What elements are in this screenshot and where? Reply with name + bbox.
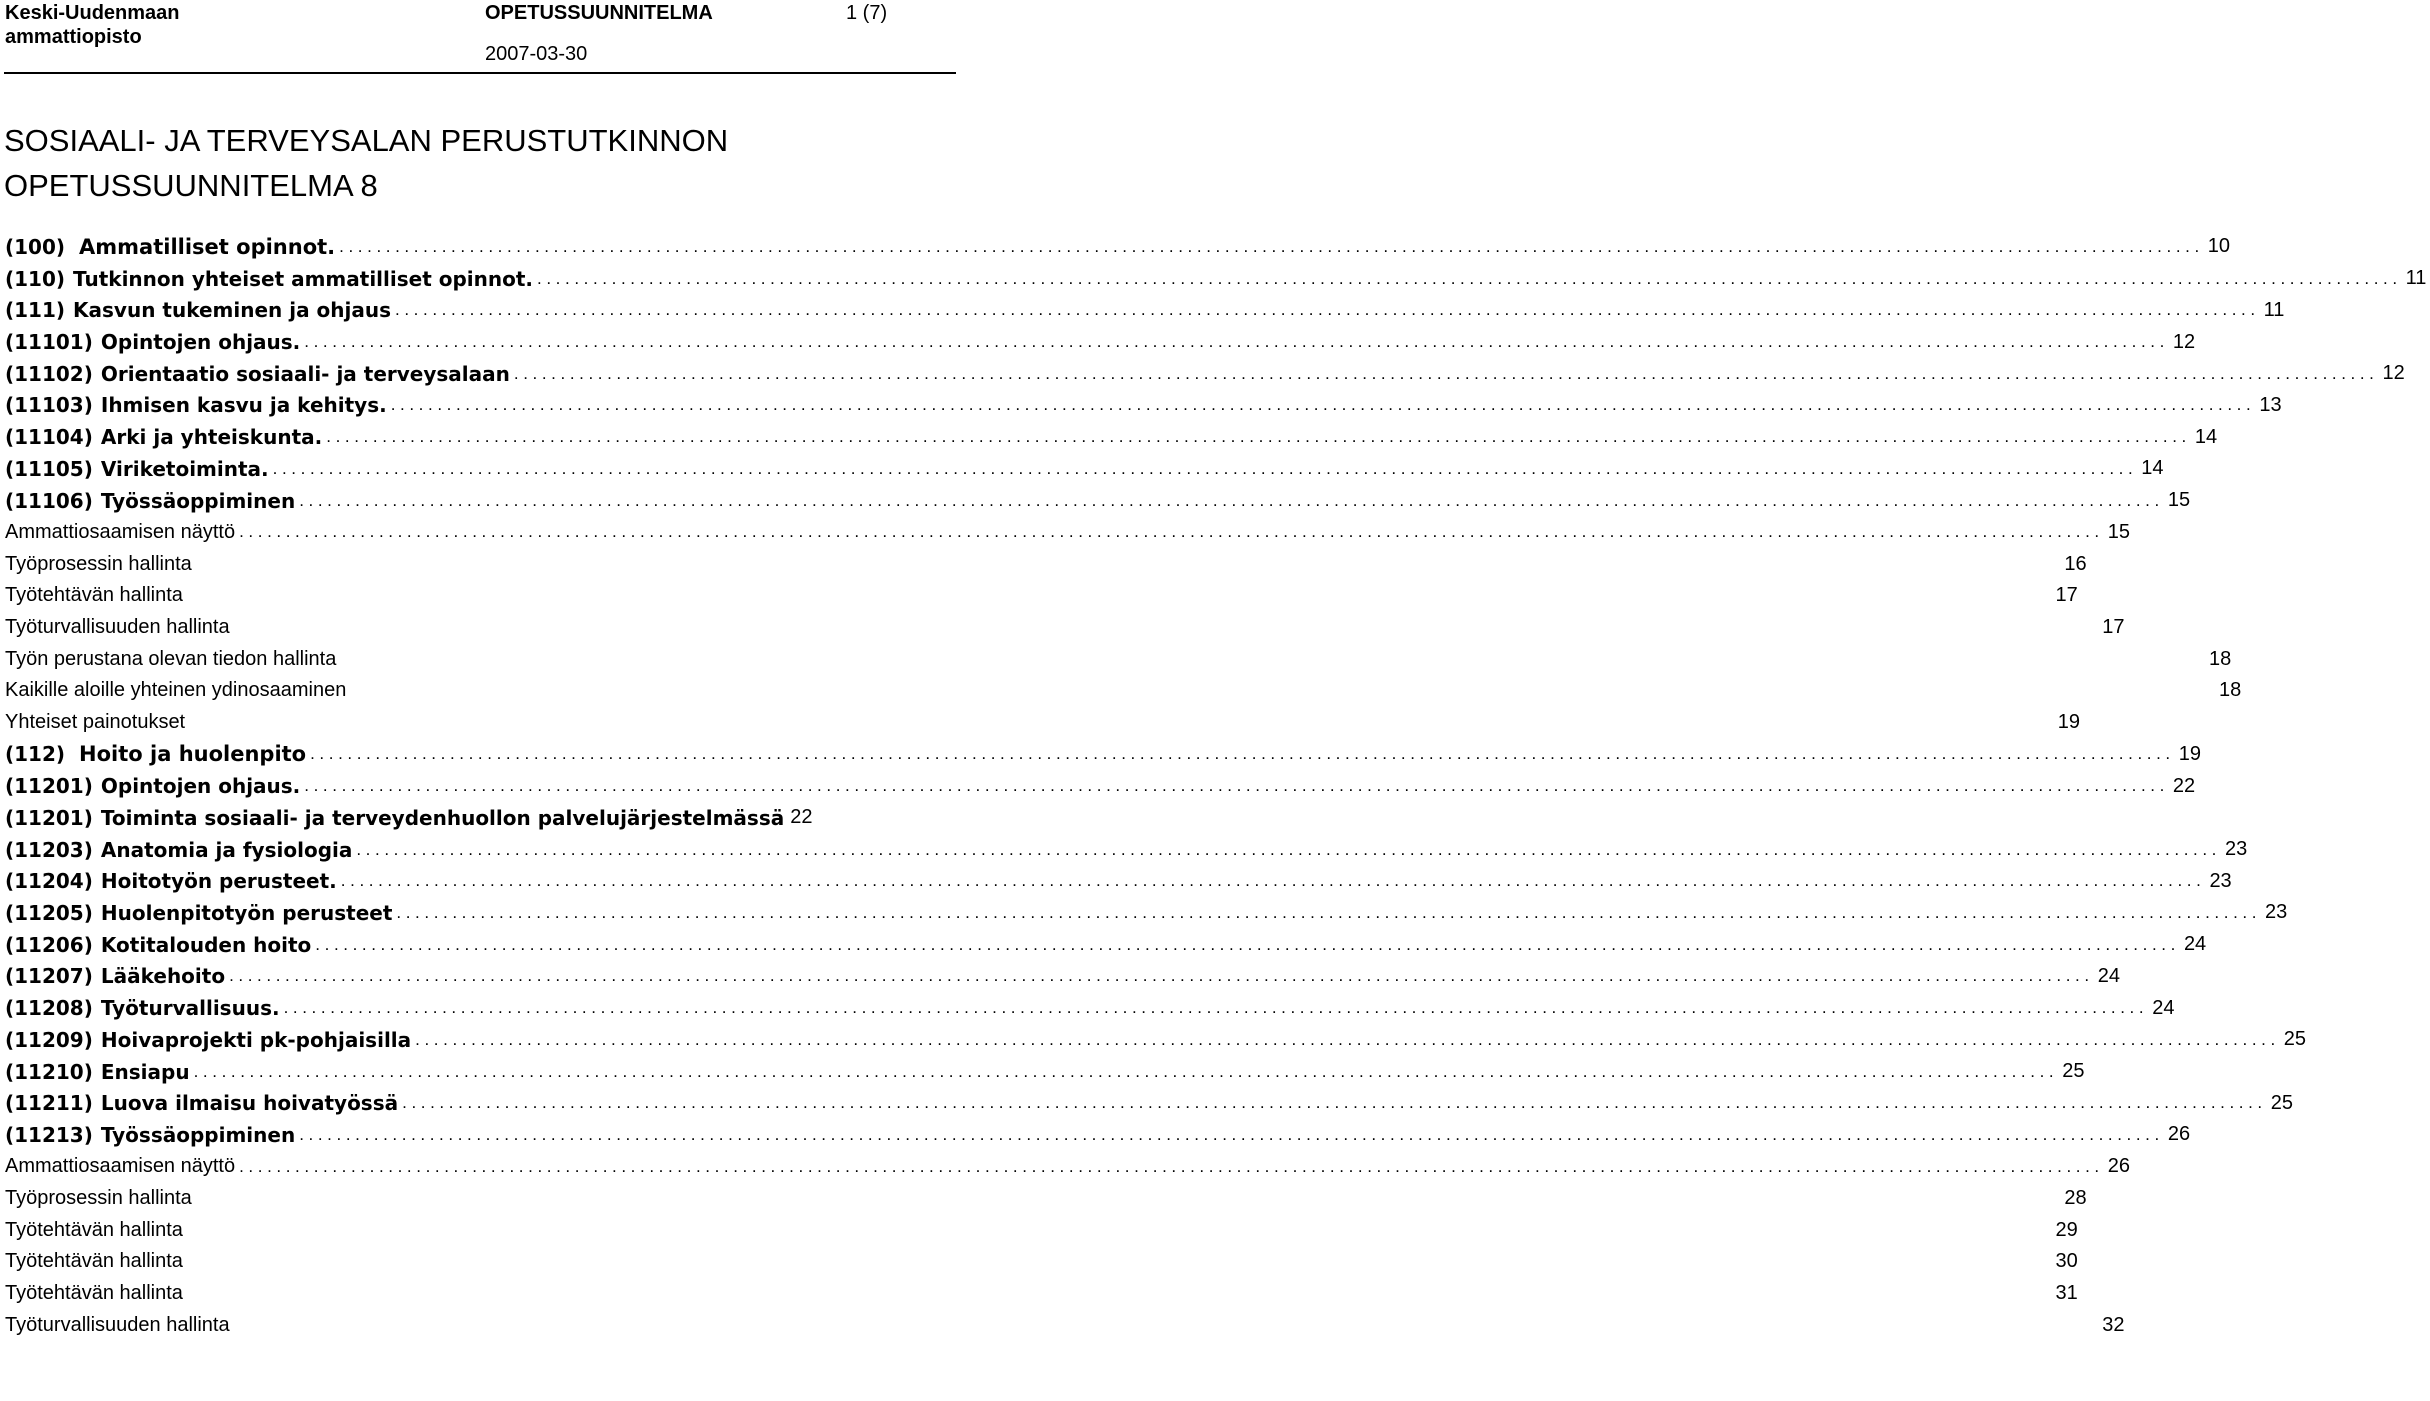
document-title-line1: SOSIAALI- JA TERVEYSALAN PERUSTUTKINNON [4,123,729,158]
toc-entry-label: Kotitalouden hoito [100,932,312,957]
toc-entry-code: (11211) [5,1091,93,1116]
toc-entry-label: Opintojen ohjaus. [100,774,301,799]
toc-entry-page: 25 [2270,1091,2294,1114]
header-divider [4,72,956,74]
toc-entry-label: Työtehtävän hallinta [5,584,183,607]
toc-entry-code: (11104) [5,425,93,450]
organization-name-line1: Keski-Uudenmaan [5,2,180,24]
toc-entry-label: Tutkinnon yhteiset ammatilliset opinnot. [73,266,534,291]
toc-entry-code: (11206) [5,932,93,957]
toc-entry-page: 22 [790,806,813,829]
toc-entry-page: 24 [2097,964,2120,987]
toc-entry-leader-dots: ........................................................................................................................................................................................................ [239,522,2104,542]
toc-entry-page: 29 [2055,1218,2078,1241]
toc-entry-label: Viriketoiminta. [100,456,269,481]
toc-entry-page: 15 [2167,489,2191,512]
toc-entry-page: 18 [2209,647,2232,670]
toc-entry[interactable] [0,612,2125,644]
toc-entry-page: 32 [2102,1313,2125,1336]
toc-entry-leader-dots: ........................................................................................................................................................................................................ [340,871,2206,891]
toc-entry-page: 10 [2207,235,2231,258]
toc-entry[interactable] [0,770,2196,802]
toc-entry-page: 23 [2225,838,2248,861]
toc-entry[interactable] [0,1056,2085,1088]
toc-entry[interactable] [0,263,2427,295]
toc-entry-label: Työturvallisuuden hallinta [5,1313,230,1336]
toc-entry-label: Ammattiosaamisen näyttö [5,520,236,543]
toc-entry-label: Huolenpitotyön perusteet [100,900,393,925]
toc-entry-label: Yhteiset painotukset [5,711,186,734]
toc-entry-label: Hoito ja huolenpito [79,742,307,767]
toc-entry-code: (11102) [5,361,93,386]
toc-entry-page: 18 [2218,679,2242,702]
toc-entry-code: (11204) [5,869,93,894]
toc-entry-label: Työssäoppiminen [100,488,296,513]
toc-entry-page: 12 [2172,330,2196,353]
toc-entry-label: Ammattiosaamisen näyttö [5,1155,236,1178]
toc-entry-page: 11 [2405,267,2427,290]
toc-entry-label: Työturvallisuuden hallinta [5,615,230,638]
toc-entry-leader-dots: ........................................................................................................................................................................................................ [513,363,2379,383]
toc-entry[interactable] [0,1151,2130,1183]
toc-entry[interactable] [0,1278,2078,1310]
toc-entry-label: Lääkehoito [100,964,226,989]
toc-entry-code: (11209) [5,1027,93,1052]
toc-entry-page: 14 [2141,457,2164,480]
toc-entry-page: 26 [2167,1123,2191,1146]
toc-entry-code: (11203) [5,837,93,862]
toc-entry-page: 11 [2263,298,2285,321]
table-of-contents [0,231,2427,1341]
organization-name [5,1,180,49]
toc-entry-page: 14 [2194,425,2218,448]
toc-entry-label: Työssäoppiminen [100,1122,296,1147]
toc-entry-code: (11210) [5,1059,93,1084]
toc-entry-page: 17 [2055,584,2078,607]
toc-entry-leader-dots: ........................................................................................................................................................................................................ [304,776,2169,796]
toc-entry-page: 19 [2057,711,2081,734]
toc-entry-leader-dots: ........................................................................................................................................................................................................ [239,1156,2104,1176]
toc-entry-page: 24 [2152,996,2175,1019]
toc-entry-label: Anatomia ja fysiologia [100,837,353,862]
toc-entry-leader-dots: ........................................................................................................................................................................................................ [310,744,2175,764]
toc-entry[interactable] [0,961,2120,993]
toc-entry[interactable] [0,802,960,834]
toc-entry-page: 24 [2183,933,2207,956]
toc-entry[interactable] [0,294,2285,326]
toc-entry-label: Opintojen ohjaus. [100,330,301,355]
toc-entry[interactable] [0,1246,2078,1278]
toc-entry[interactable] [0,453,2164,485]
toc-entry[interactable] [0,421,2218,453]
toc-entry[interactable] [0,516,2130,548]
toc-entry-leader-dots: ........................................................................................................................................................................................................ [396,902,2262,922]
toc-entry-label: Hoivaprojekti pk-pohjaisilla [100,1027,412,1052]
toc-entry-leader-dots: ........................................................................................................................................................................................................ [315,934,2180,954]
toc-entry-label: Kasvun tukeminen ja ohjaus [73,298,392,323]
toc-entry-page: 28 [2064,1186,2087,1209]
toc-entry-label: Työturvallisuus. [100,996,280,1021]
toc-entry-page: 16 [2064,552,2087,575]
toc-entry-code: (11207) [5,964,93,989]
toc-entry-code: (11201) [5,805,93,830]
toc-entry[interactable] [0,1024,2307,1056]
toc-entry[interactable] [0,485,2191,517]
toc-entry[interactable] [0,1183,2087,1215]
toc-entry-label: Luova ilmaisu hoivatyössä [100,1091,399,1116]
toc-entry-label: Ihmisen kasvu ja kehitys. [100,393,387,418]
toc-entry[interactable] [0,1087,2294,1119]
toc-entry[interactable] [0,897,2288,929]
toc-entry[interactable] [0,929,2207,961]
page-header [0,0,960,72]
toc-entry[interactable] [0,992,2175,1024]
toc-entry[interactable] [0,643,2232,675]
toc-entry-leader-dots: ........................................................................................................................................................................................................ [272,458,2138,478]
toc-entry-code: (112) [5,742,66,767]
toc-entry-code: (11103) [5,393,93,418]
toc-entry-page: 30 [2055,1250,2078,1273]
document-date: 2007-03-30 [485,43,588,65]
toc-entry-code: (11105) [5,456,93,481]
toc-entry-code: (11208) [5,996,93,1021]
toc-entry-page: 15 [2107,520,2130,543]
toc-entry-code: (11101) [5,330,93,355]
toc-entry-code: (11201) [5,774,93,799]
toc-entry-label: Ammatilliset opinnot. [79,234,336,259]
toc-entry-page: 19 [2178,742,2201,765]
toc-entry-label: Työtehtävän hallinta [5,1250,183,1273]
toc-entry[interactable] [0,739,2201,771]
toc-entry-page: 23 [2265,901,2288,924]
toc-entry-label: Työn perustana olevan tiedon hallinta [5,647,337,670]
toc-entry-label: Ensiapu [100,1059,190,1084]
toc-entry[interactable] [0,231,2231,263]
toc-entry-code: (110) [5,266,66,291]
toc-entry-label: Toiminta sosiaali- ja terveydenhuollon palvelujärjestelmässä [100,805,785,830]
organization-name-line2: ammattiopisto [5,26,142,48]
toc-entry-page: 13 [2259,393,2282,416]
toc-entry-leader-dots: ........................................................................................................................................................................................................ [339,236,2204,256]
document-title-line2: OPETUSSUUNNITELMA 8 [4,168,378,203]
toc-entry-code: (11205) [5,900,93,925]
toc-entry-page: 17 [2102,615,2125,638]
toc-entry[interactable] [0,390,2282,422]
toc-entry-page: 31 [2055,1282,2078,1305]
toc-entry-leader-dots: ........................................................................................................................................................................................................ [356,839,2221,859]
toc-entry-label: Työprosessin hallinta [5,1186,192,1209]
toc-entry-leader-dots: ........................................................................................................................................................................................................ [326,427,2191,447]
toc-entry-page: 25 [2283,1028,2307,1051]
toc-entry-code: (111) [5,298,66,323]
toc-entry-leader-dots: ........................................................................................................................................................................................................ [390,395,2256,415]
document-type: OPETUSSUUNNITELMA [485,2,713,24]
toc-entry[interactable] [0,675,2242,707]
toc-entry[interactable] [0,1309,2125,1341]
document-title [4,118,728,208]
toc-entry-code: (100) [5,234,66,259]
toc-entry-leader-dots: ........................................................................................................................................................................................................ [537,268,2402,288]
toc-entry-leader-dots: ........................................................................................................................................................................................................ [299,490,2164,510]
toc-entry-label: Työtehtävän hallinta [5,1218,183,1241]
toc-entry[interactable] [0,834,2248,866]
toc-entry[interactable] [0,358,2405,390]
toc-entry-page: 25 [2062,1060,2085,1083]
toc-entry[interactable] [0,1119,2191,1151]
toc-entry-leader-dots: ........................................................................................................................................................................................................ [304,332,2169,352]
toc-entry-leader-dots: ........................................................................................................................................................................................................ [283,998,2149,1018]
toc-entry-page: 12 [2382,362,2405,385]
toc-entry[interactable] [0,707,2081,739]
toc-entry-label: Kaikille aloille yhteinen ydinosaaminen [5,679,347,702]
toc-entry-label: Arki ja yhteiskunta. [100,425,323,450]
toc-entry-leader-dots: ........................................................................................................................................................................................................ [402,1093,2267,1113]
toc-entry-leader-dots: ........................................................................................................................................................................................................ [395,300,2260,320]
toc-entry-leader-dots: ........................................................................................................................................................................................................ [299,1124,2164,1144]
toc-entry-label: Työtehtävän hallinta [5,1282,183,1305]
toc-entry-code: (11106) [5,488,93,513]
toc-entry[interactable] [0,1214,2078,1246]
toc-entry[interactable] [0,580,2078,612]
toc-entry-leader-dots: ........................................................................................................................................................................................................ [229,966,2094,986]
toc-entry[interactable] [0,865,2232,897]
toc-entry-leader-dots: ........................................................................................................................................................................................................ [415,1029,2280,1049]
toc-entry[interactable] [0,548,2087,580]
toc-entry-code: (11213) [5,1122,93,1147]
toc-entry-page: 23 [2209,869,2232,892]
toc-entry[interactable] [0,326,2196,358]
toc-entry-label: Työprosessin hallinta [5,552,192,575]
toc-entry-page: 22 [2172,774,2196,797]
toc-entry-label: Hoitotyön perusteet. [100,869,337,894]
page-number: 1 (7) [846,2,888,24]
toc-entry-page: 26 [2107,1155,2130,1178]
toc-entry-label: Orientaatio sosiaali- ja terveysalaan [100,361,510,386]
toc-entry-leader-dots: ........................................................................................................................................................................................................ [193,1061,2059,1081]
